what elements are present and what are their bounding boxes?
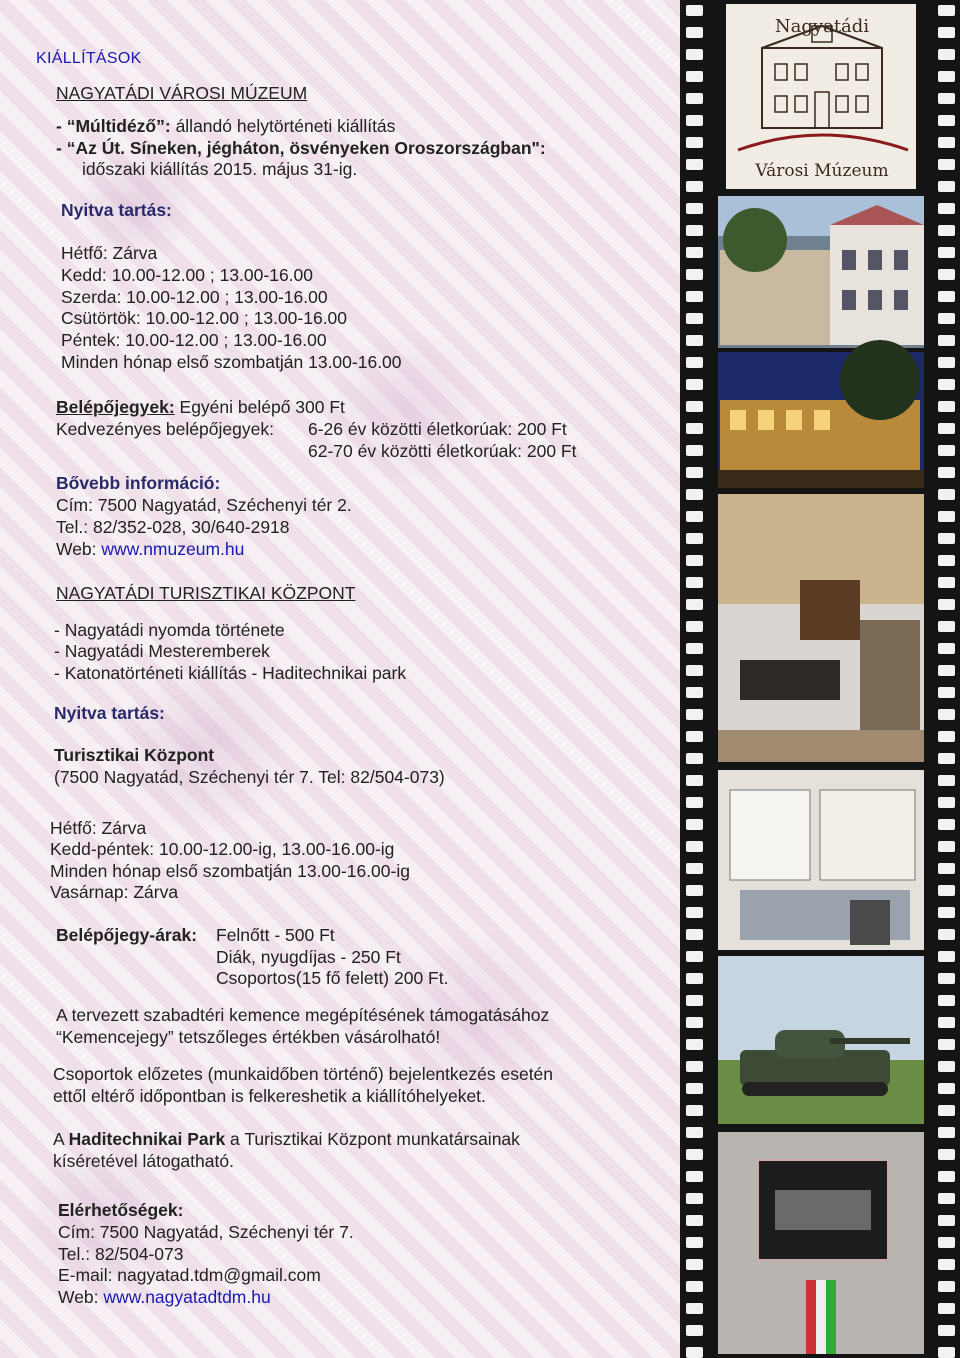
- museum-hours-line: Minden hónap első szombatján 13.00-16.00: [61, 352, 402, 372]
- logo-bottom-text: Városi Múzeum: [755, 161, 889, 181]
- ticket-text: Egyéni belépő 300 Ft: [174, 397, 345, 417]
- contact-address: Cím: 7500 Nagyatád, Széchenyi tér 7.: [58, 1222, 354, 1242]
- museum-hours-line: Kedd: 10.00-12.00 ; 13.00-16.00: [61, 265, 314, 285]
- filmstrip-graphic: [680, 0, 960, 1358]
- logo-top-text: Nagyatádi: [774, 16, 870, 37]
- exhibit-2-desc: időszaki kiállítás 2015. május 31-ig.: [82, 159, 358, 179]
- filmstrip: [680, 0, 960, 1358]
- museum-title: NAGYATÁDI VÁROSI MÚZEUM: [56, 83, 308, 103]
- center-address: (7500 Nagyatád, Széchenyi tér 7. Tel: 82/504-073): [54, 767, 445, 787]
- museum-web-link[interactable]: www.nmuzeum.hu: [101, 539, 245, 559]
- museum-address: Cím: 7500 Nagyatád, Széchenyi tér 2.: [56, 495, 352, 515]
- group-text: ettől eltérő időpontban is felkereshetik a kiállítóhelyeket.: [53, 1086, 486, 1106]
- section-title: KIÁLLÍTÁSOK: [36, 50, 142, 67]
- museum-hours-line: Csütörtök: 10.00-12.00 ; 13.00-16.00: [61, 308, 348, 328]
- contact-web: [58, 1287, 271, 1309]
- web-label: Web:: [56, 539, 102, 559]
- price-line: Diák, nyugdíjas - 250 Ft: [216, 947, 401, 967]
- center-name: Turisztikai Központ: [54, 745, 215, 765]
- contact-phone: Tel.: 82/504-073: [58, 1244, 184, 1264]
- price-label: Belépőjegy-árak:: [56, 925, 198, 945]
- film-holes-right: [928, 0, 958, 1358]
- tourist-hours-line: Minden hónap első szombatján 13.00-16.00-ig: [50, 861, 410, 881]
- photo-exhibition-room: [718, 494, 924, 762]
- museum-ticket: [56, 397, 345, 419]
- park-pre: A: [53, 1129, 69, 1149]
- park-text: [53, 1129, 520, 1151]
- info-title: Bővebb információ:: [56, 473, 221, 493]
- photo-memorial-plaque: [718, 1132, 924, 1354]
- exhibit-1-name: - “Múltidéző”:: [56, 116, 171, 136]
- tourist-hours-line: Vasárnap: Zárva: [50, 882, 179, 902]
- museum-exhibit-1: [56, 116, 395, 138]
- price-line: Felnőtt - 500 Ft: [216, 925, 335, 945]
- film-holes-left: [680, 0, 710, 1358]
- discount-label: Kedvezényes belépőjegyek:: [56, 419, 274, 439]
- museum-web: [56, 539, 244, 561]
- photo-museum-building: [718, 196, 924, 348]
- photo-printing-exhibit: [718, 770, 924, 950]
- tourist-title: NAGYATÁDI TURISZTIKAI KÖZPONT: [56, 583, 356, 603]
- photo-tank: [718, 956, 924, 1124]
- oven-text: A tervezett szabadtéri kemence megépítésének támogatásához: [56, 1005, 550, 1025]
- contact-email: E-mail: nagyatad.tdm@gmail.com: [58, 1265, 321, 1285]
- museum-logo-frame: [726, 4, 916, 189]
- tourist-item: - Nagyatádi nyomda története: [54, 620, 285, 640]
- museum-hours-line: Szerda: 10.00-12.00 ; 13.00-16.00: [61, 287, 328, 307]
- tourist-hours-title: Nyitva tartás:: [54, 703, 165, 723]
- museum-hours-title: Nyitva tartás:: [61, 200, 172, 220]
- price-line: Csoportos(15 fő felett) 200 Ft.: [216, 968, 449, 988]
- exhibit-2-name: - “Az Út. Síneken, jégháton, ösvényeken Oroszországban":: [56, 138, 546, 158]
- tourist-item: - Katonatörténeti kiállítás - Haditechnikai park: [54, 663, 407, 683]
- contact-web-label: Web:: [58, 1287, 104, 1307]
- park-post: a Turisztikai Központ munkatársainak: [225, 1129, 520, 1149]
- tourist-item: - Nagyatádi Mesteremberek: [54, 641, 270, 661]
- discount-line: 62-70 év közötti életkorúak: 200 Ft: [308, 441, 577, 461]
- tourist-hours-line: Kedd-péntek: 10.00-12.00-ig, 13.00-16.00-ig: [50, 839, 395, 859]
- exhibit-1-desc: állandó helytörténeti kiállítás: [170, 116, 396, 136]
- discount-line: 6-26 év közötti életkorúak: 200 Ft: [308, 419, 567, 439]
- tourist-hours-line: Hétfő: Zárva: [50, 818, 147, 838]
- museum-hours-line: Hétfő: Zárva: [61, 243, 158, 263]
- park-text-2: kíséretével látogatható.: [53, 1151, 234, 1171]
- museum-hours-line: Péntek: 10.00-12.00 ; 13.00-16.00: [61, 330, 327, 350]
- oven-text: “Kemencejegy” tetszőleges értékben vásárolható!: [56, 1027, 441, 1047]
- photo-night-building: [718, 340, 924, 488]
- museum-phone: Tel.: 82/352-028, 30/640-2918: [56, 517, 290, 537]
- group-text: Csoportok előzetes (munkaidőben történő) bejelentkezés esetén: [53, 1064, 554, 1084]
- contact-web-link[interactable]: www.nagyatadtdm.hu: [103, 1287, 271, 1307]
- park-bold: Haditechnikai Park: [68, 1129, 226, 1149]
- ticket-label: Belépőjegyek:: [56, 397, 175, 417]
- contact-title: Elérhetőségek:: [58, 1200, 184, 1220]
